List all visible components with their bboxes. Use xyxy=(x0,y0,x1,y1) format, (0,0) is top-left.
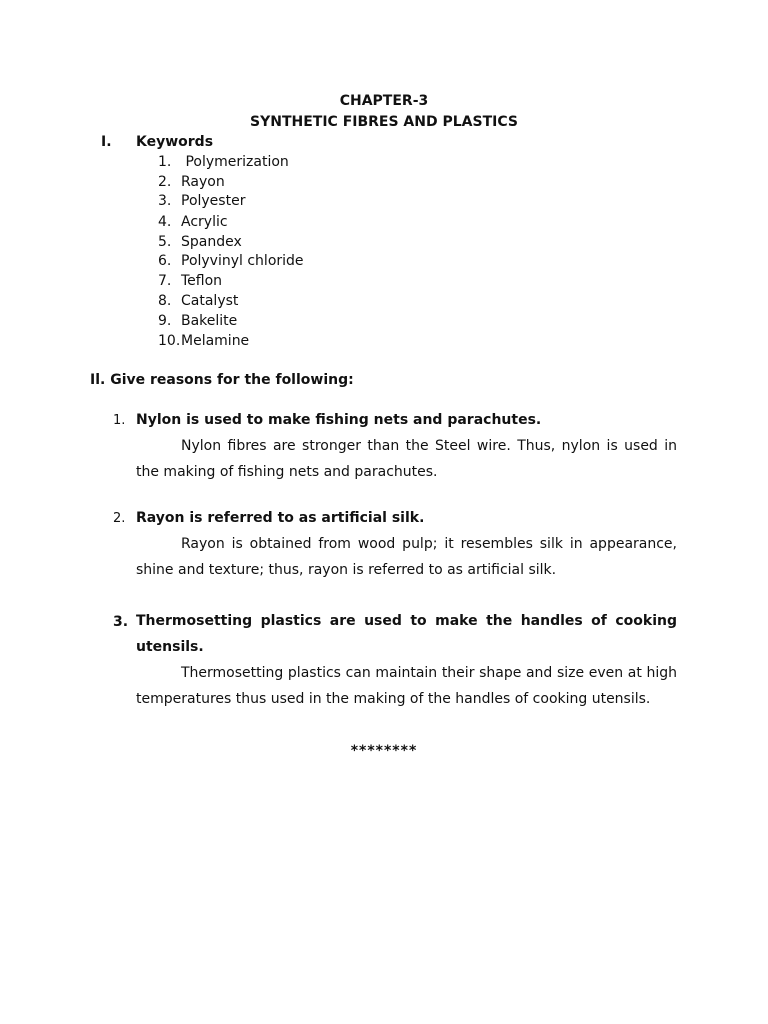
list-item-text: Polymerization xyxy=(181,154,289,170)
list-item xyxy=(0,214,768,234)
section-heading-keywords: Keywords xyxy=(136,134,214,150)
list-item-number: 4. xyxy=(158,214,172,230)
list-item-text: Polyvinyl chloride xyxy=(181,253,304,269)
answer-text: Rayon is obtained from wood pulp; it resembles silk in appearance, shine and texture; thus, rayon is referred to as artificial silk. xyxy=(136,536,677,578)
list-item-number: 6. xyxy=(158,253,172,269)
list-item xyxy=(0,174,768,194)
list-item xyxy=(0,193,768,213)
list-item xyxy=(0,234,768,254)
list-item-text: Melamine xyxy=(181,333,250,349)
list-item-text: Rayon xyxy=(181,174,225,190)
list-item xyxy=(0,313,768,333)
list-item-number: 9. xyxy=(158,313,172,329)
question-text: Thermosetting plastics are used to make the handles of cooking utensils. xyxy=(136,613,677,655)
question-number: 1. xyxy=(113,413,126,428)
question-number: 3. xyxy=(113,614,129,630)
list-item-number: 10. xyxy=(158,333,181,349)
list-item-text: Teflon xyxy=(181,273,223,289)
answer-text: Thermosetting plastics can maintain their shape and size even at high temperatures thus used in the making of the handles of cooking utensils. xyxy=(136,665,677,707)
list-item xyxy=(0,154,768,174)
list-item-number: 7. xyxy=(158,273,172,289)
question-text: Nylon is used to make fishing nets and parachutes. xyxy=(136,412,542,428)
chapter-title: SYNTHETIC FIBRES AND PLASTICS xyxy=(250,114,518,130)
question-number: 2. xyxy=(113,511,126,526)
list-item-text: Polyester xyxy=(181,193,246,209)
question-text: Rayon is referred to as artificial silk. xyxy=(136,510,425,526)
list-item-number: 5. xyxy=(158,234,172,250)
list-item-text: Spandex xyxy=(181,234,242,250)
list-item xyxy=(0,253,768,273)
chapter-label: CHAPTER-3 xyxy=(339,93,429,109)
answer-text: Nylon fibres are stronger than the Steel wire. Thus, nylon is used in the making of fishing nets and parachutes. xyxy=(136,438,677,480)
section-heading-reasons: Il. Give reasons for the following: xyxy=(90,372,354,388)
list-item-number: 1. xyxy=(158,154,172,170)
list-item-text: Acrylic xyxy=(181,214,228,230)
list-item-number: 8. xyxy=(158,293,172,309)
list-item xyxy=(0,293,768,313)
list-item-number: 2. xyxy=(158,174,172,190)
section-marker: I. xyxy=(101,134,112,150)
list-item-text: Catalyst xyxy=(181,293,239,309)
list-item-text: Bakelite xyxy=(181,313,238,329)
list-item xyxy=(0,273,768,293)
list-item-number: 3. xyxy=(158,193,172,209)
end-separator: ******** xyxy=(350,743,418,759)
list-item xyxy=(0,333,768,353)
